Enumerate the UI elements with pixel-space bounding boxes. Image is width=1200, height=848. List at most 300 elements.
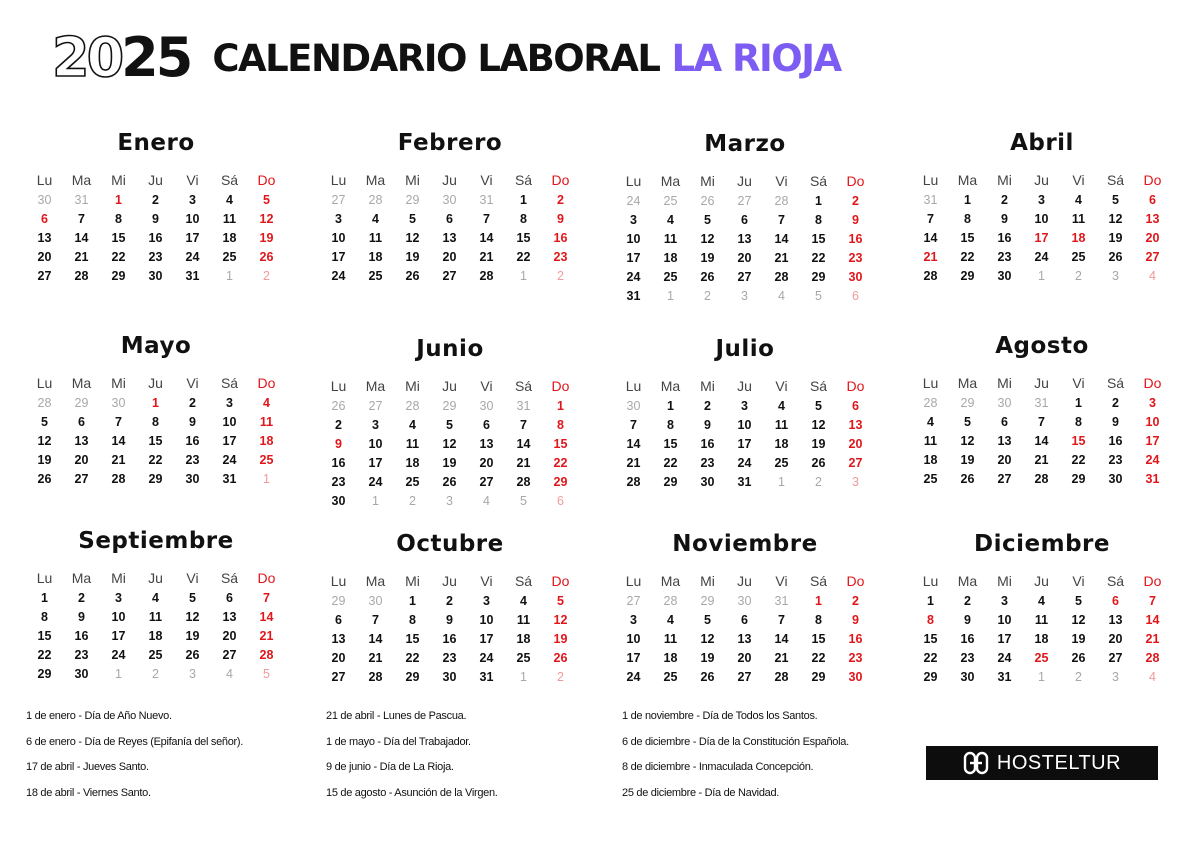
day-cell: 27 <box>1145 250 1160 264</box>
day-cell: 12 <box>185 610 200 624</box>
day-cell: 17 <box>368 456 383 470</box>
day-cell: 17 <box>1145 434 1160 448</box>
day-cell: 27 <box>331 670 346 684</box>
day-cell: 24 <box>479 651 494 665</box>
weekday-label: Sá <box>809 573 828 589</box>
day-cell: 6 <box>226 591 233 605</box>
month-junio <box>320 334 580 511</box>
month-diciembre <box>912 529 1172 687</box>
day-cell: 24 <box>222 453 237 467</box>
day-cell-outside: 27 <box>737 194 752 208</box>
day-cell: 26 <box>1108 250 1123 264</box>
weekday-label: Vi <box>480 378 493 394</box>
day-cell: 8 <box>520 212 527 226</box>
holiday-note: 1 de noviembre - Día de Todos los Santos. <box>622 710 818 722</box>
day-cell-holiday: 9 <box>335 437 342 451</box>
day-cell: 4 <box>667 613 674 627</box>
day-cell: 31 <box>1145 472 1160 486</box>
weekday-label: Ju <box>737 573 752 589</box>
day-grid <box>320 191 579 286</box>
day-cell: 27 <box>37 269 52 283</box>
day-cell: 11 <box>774 418 789 432</box>
day-cell: 22 <box>1071 453 1086 467</box>
day-cell: 14 <box>774 632 789 646</box>
day-cell: 21 <box>626 456 641 470</box>
day-cell: 6 <box>78 415 85 429</box>
day-cell-outside: 25 <box>663 194 678 208</box>
day-cell: 10 <box>479 613 494 627</box>
day-cell: 3 <box>115 591 122 605</box>
holiday-note: 21 de abril - Lunes de Pascua. <box>326 710 467 722</box>
day-cell: 13 <box>997 434 1012 448</box>
weekday-label: Ju <box>737 378 752 394</box>
weekday-label: Vi <box>1072 573 1085 589</box>
weekday-label: Lu <box>922 573 939 589</box>
day-cell: 19 <box>1071 632 1086 646</box>
day-cell-outside: 6 <box>852 289 859 303</box>
day-cell: 19 <box>37 453 52 467</box>
day-cell: 18 <box>1034 632 1049 646</box>
day-cell: 14 <box>516 437 531 451</box>
day-cell-outside: 28 <box>368 193 383 207</box>
day-cell: 14 <box>368 632 383 646</box>
day-cell: 16 <box>148 231 163 245</box>
day-cell-outside: 1 <box>1038 269 1045 283</box>
day-cell: 30 <box>848 670 863 684</box>
day-cell: 17 <box>626 651 641 665</box>
month-febrero <box>320 128 580 286</box>
day-cell-outside: 31 <box>774 594 789 608</box>
day-cell: 23 <box>848 251 863 265</box>
day-cell-outside: 30 <box>37 193 52 207</box>
day-cell-outside: 28 <box>405 399 420 413</box>
day-cell: 21 <box>479 250 494 264</box>
day-cell-outside: 29 <box>442 399 457 413</box>
weekday-label: Lu <box>36 172 53 188</box>
month-marzo <box>615 129 875 306</box>
day-cell-holiday: 18 <box>1071 231 1086 245</box>
day-cell: 23 <box>1108 453 1123 467</box>
day-cell: 20 <box>1108 632 1123 646</box>
day-cell: 13 <box>331 632 346 646</box>
day-cell: 26 <box>700 670 715 684</box>
day-cell: 24 <box>185 250 200 264</box>
day-cell: 12 <box>1071 613 1086 627</box>
day-cell: 14 <box>1034 434 1049 448</box>
day-cell: 12 <box>811 418 826 432</box>
day-cell-holiday: 6 <box>1112 594 1119 608</box>
day-cell: 23 <box>442 651 457 665</box>
day-cell: 8 <box>41 610 48 624</box>
day-cell: 16 <box>700 437 715 451</box>
weekday-label: Ju <box>148 375 163 391</box>
day-cell: 17 <box>185 231 200 245</box>
weekday-label: Mi <box>700 378 715 394</box>
day-cell: 1 <box>667 399 674 413</box>
day-cell-outside: 5 <box>815 289 822 303</box>
day-cell-outside: 5 <box>263 667 270 681</box>
day-cell: 6 <box>741 613 748 627</box>
day-cell: 11 <box>222 212 237 226</box>
day-cell: 25 <box>259 453 274 467</box>
day-cell-outside: 28 <box>923 396 938 410</box>
weekday-label: Lu <box>625 378 642 394</box>
day-cell: 4 <box>409 418 416 432</box>
day-cell: 24 <box>626 670 641 684</box>
day-cell: 19 <box>1108 231 1123 245</box>
day-cell: 22 <box>811 651 826 665</box>
day-cell: 10 <box>997 613 1012 627</box>
day-cell: 23 <box>700 456 715 470</box>
holiday-note: 1 de enero - Día de Año Nuevo. <box>26 710 172 722</box>
month-name: Noviembre <box>672 531 818 557</box>
weekday-label: Ju <box>1034 375 1049 391</box>
day-cell: 3 <box>630 613 637 627</box>
month-name: Febrero <box>397 130 503 156</box>
day-cell: 15 <box>811 232 826 246</box>
day-cell: 14 <box>479 231 494 245</box>
day-cell-outside: 2 <box>815 475 822 489</box>
day-cell: 1 <box>520 193 527 207</box>
day-grid <box>26 589 285 684</box>
day-cell: 29 <box>663 475 678 489</box>
day-cell: 10 <box>111 610 126 624</box>
holiday-note: 17 de abril - Jueves Santo. <box>26 761 149 773</box>
day-cell: 28 <box>774 670 789 684</box>
day-cell: 22 <box>405 651 420 665</box>
weekday-label: Sá <box>1106 573 1125 589</box>
day-cell: 20 <box>479 456 494 470</box>
day-grid <box>615 592 874 687</box>
day-cell: 27 <box>442 269 457 283</box>
day-cell: 8 <box>815 213 822 227</box>
holiday-note: 1 de mayo - Día del Trabajador. <box>326 735 471 748</box>
day-cell: 5 <box>446 418 453 432</box>
title-main: CALENDARIO LABORAL <box>212 36 660 80</box>
day-cell: 19 <box>405 250 420 264</box>
day-cell: 11 <box>259 415 274 429</box>
day-cell: 28 <box>111 472 126 486</box>
day-cell: 28 <box>626 475 641 489</box>
day-cell: 20 <box>997 453 1012 467</box>
day-cell: 5 <box>557 594 564 608</box>
day-cell-outside: 2 <box>1075 670 1082 684</box>
weekday-label: Ma <box>660 173 681 189</box>
day-cell: 5 <box>815 399 822 413</box>
day-cell: 22 <box>516 250 531 264</box>
weekday-label: Vi <box>480 573 493 589</box>
day-cell: 21 <box>111 453 126 467</box>
day-cell: 5 <box>704 613 711 627</box>
day-cell: 20 <box>442 250 457 264</box>
weekday-label: Ju <box>1034 573 1049 589</box>
weekday-label: Vi <box>186 172 199 188</box>
day-cell: 24 <box>626 270 641 284</box>
day-cell: 28 <box>259 648 274 662</box>
day-cell: 9 <box>557 212 564 226</box>
weekday-label: Lu <box>330 573 347 589</box>
day-cell: 12 <box>442 437 457 451</box>
day-cell: 9 <box>964 613 971 627</box>
day-cell: 22 <box>37 648 52 662</box>
day-cell: 24 <box>331 269 346 283</box>
day-cell: 27 <box>1108 651 1123 665</box>
day-cell: 29 <box>923 670 938 684</box>
day-cell: 31 <box>479 670 494 684</box>
weekday-label: Do <box>1143 573 1162 589</box>
weekday-label: Ma <box>660 378 681 394</box>
weekday-label: Sá <box>220 570 239 586</box>
day-cell-outside: 31 <box>479 193 494 207</box>
day-cell-outside: 28 <box>663 594 678 608</box>
weekday-label: Vi <box>775 173 788 189</box>
day-cell: 25 <box>923 472 938 486</box>
day-cell-outside: 29 <box>405 193 420 207</box>
day-cell: 20 <box>74 453 89 467</box>
weekday-label: Lu <box>922 375 939 391</box>
day-cell: 18 <box>259 434 274 448</box>
day-cell: 6 <box>483 418 490 432</box>
day-cell-outside: 2 <box>1075 269 1082 283</box>
day-cell: 13 <box>37 231 52 245</box>
day-cell: 19 <box>700 651 715 665</box>
day-cell: 30 <box>997 269 1012 283</box>
day-cell: 17 <box>111 629 126 643</box>
holiday-note: 6 de enero - Día de Reyes (Epifanía del señor). <box>26 735 244 748</box>
day-cell-outside: 27 <box>331 193 346 207</box>
day-cell: 4 <box>1038 594 1045 608</box>
weekday-label: Mi <box>405 573 420 589</box>
day-cell: 21 <box>774 251 789 265</box>
day-cell: 18 <box>774 437 789 451</box>
month-name: Mayo <box>120 333 192 359</box>
day-cell: 22 <box>553 456 568 470</box>
day-cell: 8 <box>964 212 971 226</box>
weekday-label: Ma <box>957 375 978 391</box>
weekday-label: Vi <box>480 172 493 188</box>
day-cell: 9 <box>1112 415 1119 429</box>
day-cell: 5 <box>409 212 416 226</box>
day-cell-outside: 3 <box>741 289 748 303</box>
day-cell-holiday: 1 <box>115 193 122 207</box>
day-cell: 17 <box>737 437 752 451</box>
weekday-label: Mi <box>997 172 1012 188</box>
day-cell: 8 <box>409 613 416 627</box>
day-cell: 18 <box>663 651 678 665</box>
day-cell: 7 <box>1038 415 1045 429</box>
day-cell: 11 <box>148 610 163 624</box>
day-cell: 13 <box>737 632 752 646</box>
month-noviembre <box>615 529 875 687</box>
hosteltur-logo-icon <box>963 751 989 775</box>
weekday-label: Ju <box>148 172 163 188</box>
day-grid <box>615 397 874 492</box>
title-region: LA RIOJA <box>671 36 841 80</box>
day-cell: 16 <box>553 231 568 245</box>
day-cell: 3 <box>226 396 233 410</box>
day-cell: 21 <box>259 629 274 643</box>
day-cell: 19 <box>700 251 715 265</box>
day-cell-outside: 2 <box>557 670 564 684</box>
day-cell-outside: 1 <box>1038 670 1045 684</box>
weekday-label: Mi <box>405 378 420 394</box>
day-cell: 13 <box>737 232 752 246</box>
day-cell: 25 <box>222 250 237 264</box>
day-cell: 30 <box>148 269 163 283</box>
day-cell: 11 <box>516 613 531 627</box>
day-cell-outside: 30 <box>442 193 457 207</box>
day-cell: 7 <box>927 212 934 226</box>
day-cell: 8 <box>1075 415 1082 429</box>
day-cell: 23 <box>331 475 346 489</box>
holiday-note: 9 de junio - Día de La Rioja. <box>326 761 454 773</box>
day-cell-outside: 1 <box>520 670 527 684</box>
holiday-note: 15 de agosto - Asunción de la Virgen. <box>326 786 498 799</box>
weekday-label: Sá <box>220 375 239 391</box>
day-cell: 16 <box>74 629 89 643</box>
day-cell: 31 <box>737 475 752 489</box>
day-cell: 16 <box>848 632 863 646</box>
day-cell: 4 <box>152 591 159 605</box>
day-cell: 5 <box>263 193 270 207</box>
day-cell: 19 <box>811 437 826 451</box>
day-cell-outside: 2 <box>409 494 416 508</box>
weekday-header <box>26 170 286 190</box>
day-cell: 31 <box>185 269 200 283</box>
weekday-header <box>26 568 286 588</box>
weekday-label: Do <box>846 573 865 589</box>
day-cell: 21 <box>1145 632 1160 646</box>
weekday-header <box>615 171 875 191</box>
day-cell: 26 <box>700 270 715 284</box>
day-cell: 24 <box>1034 250 1049 264</box>
day-cell: 25 <box>774 456 789 470</box>
day-cell: 18 <box>405 456 420 470</box>
day-cell: 20 <box>737 651 752 665</box>
weekday-label: Vi <box>775 573 788 589</box>
day-cell: 16 <box>848 232 863 246</box>
day-cell: 29 <box>111 269 126 283</box>
weekday-label: Lu <box>922 172 939 188</box>
day-cell: 29 <box>811 670 826 684</box>
day-cell: 7 <box>778 213 785 227</box>
day-cell: 23 <box>997 250 1012 264</box>
day-cell: 26 <box>405 269 420 283</box>
day-cell: 14 <box>774 232 789 246</box>
day-cell: 26 <box>553 651 568 665</box>
day-cell-outside: 26 <box>331 399 346 413</box>
day-cell-outside: 31 <box>1034 396 1049 410</box>
day-cell: 2 <box>152 193 159 207</box>
month-julio <box>615 334 875 492</box>
day-grid <box>912 592 1171 687</box>
day-cell: 6 <box>852 399 859 413</box>
weekday-label: Do <box>1143 172 1162 188</box>
day-cell: 14 <box>626 437 641 451</box>
day-cell: 2 <box>1001 193 1008 207</box>
day-cell: 26 <box>960 472 975 486</box>
weekday-label: Do <box>257 172 276 188</box>
weekday-label: Mi <box>111 172 126 188</box>
day-cell: 7 <box>263 591 270 605</box>
weekday-label: Do <box>551 378 570 394</box>
day-cell: 31 <box>626 289 641 303</box>
day-cell-outside: 4 <box>1149 269 1156 283</box>
day-cell: 6 <box>741 213 748 227</box>
day-cell: 16 <box>185 434 200 448</box>
day-cell-outside: 4 <box>1149 670 1156 684</box>
day-cell: 4 <box>667 213 674 227</box>
day-cell: 4 <box>372 212 379 226</box>
day-cell: 5 <box>1112 193 1119 207</box>
day-cell: 23 <box>148 250 163 264</box>
day-cell: 19 <box>553 632 568 646</box>
hosteltur-logo <box>926 746 1158 780</box>
month-name: Marzo <box>704 131 786 157</box>
day-cell: 21 <box>74 250 89 264</box>
month-name: Septiembre <box>78 528 234 554</box>
day-cell: 7 <box>78 212 85 226</box>
day-cell: 2 <box>852 194 859 208</box>
day-cell-outside: 30 <box>626 399 641 413</box>
day-cell: 21 <box>516 456 531 470</box>
month-octubre <box>320 529 580 687</box>
day-cell-outside: 4 <box>226 667 233 681</box>
day-cell: 29 <box>811 270 826 284</box>
day-cell: 27 <box>479 475 494 489</box>
weekday-label: Ma <box>71 570 92 586</box>
day-cell: 27 <box>737 270 752 284</box>
day-cell: 12 <box>259 212 274 226</box>
day-cell: 9 <box>446 613 453 627</box>
weekday-label: Sá <box>220 172 239 188</box>
day-cell: 8 <box>667 418 674 432</box>
day-grid <box>26 394 285 489</box>
day-cell: 11 <box>923 434 938 448</box>
day-cell-outside: 31 <box>74 193 89 207</box>
weekday-label: Mi <box>997 573 1012 589</box>
weekday-label: Sá <box>809 378 828 394</box>
day-grid <box>320 592 579 687</box>
day-cell: 11 <box>368 231 383 245</box>
day-cell: 8 <box>557 418 564 432</box>
day-cell: 30 <box>185 472 200 486</box>
day-cell-outside: 29 <box>331 594 346 608</box>
weekday-label: Ma <box>957 573 978 589</box>
day-cell: 25 <box>405 475 420 489</box>
day-cell: 10 <box>1145 415 1160 429</box>
holiday-note: 6 de diciembre - Día de la Constitución Española. <box>622 735 849 748</box>
day-cell: 2 <box>704 399 711 413</box>
weekday-label: Vi <box>1072 172 1085 188</box>
day-cell: 6 <box>1001 415 1008 429</box>
day-cell: 15 <box>663 437 678 451</box>
page-title <box>52 28 841 88</box>
day-cell: 21 <box>368 651 383 665</box>
day-cell-outside: 3 <box>852 475 859 489</box>
day-cell: 24 <box>1145 453 1160 467</box>
day-cell: 1 <box>964 193 971 207</box>
day-cell: 31 <box>997 670 1012 684</box>
day-cell: 15 <box>811 632 826 646</box>
day-cell-outside: 30 <box>479 399 494 413</box>
day-cell: 16 <box>442 632 457 646</box>
day-cell: 13 <box>222 610 237 624</box>
weekday-label: Do <box>846 173 865 189</box>
day-cell: 15 <box>111 231 126 245</box>
day-cell: 8 <box>152 415 159 429</box>
day-cell: 25 <box>1071 250 1086 264</box>
